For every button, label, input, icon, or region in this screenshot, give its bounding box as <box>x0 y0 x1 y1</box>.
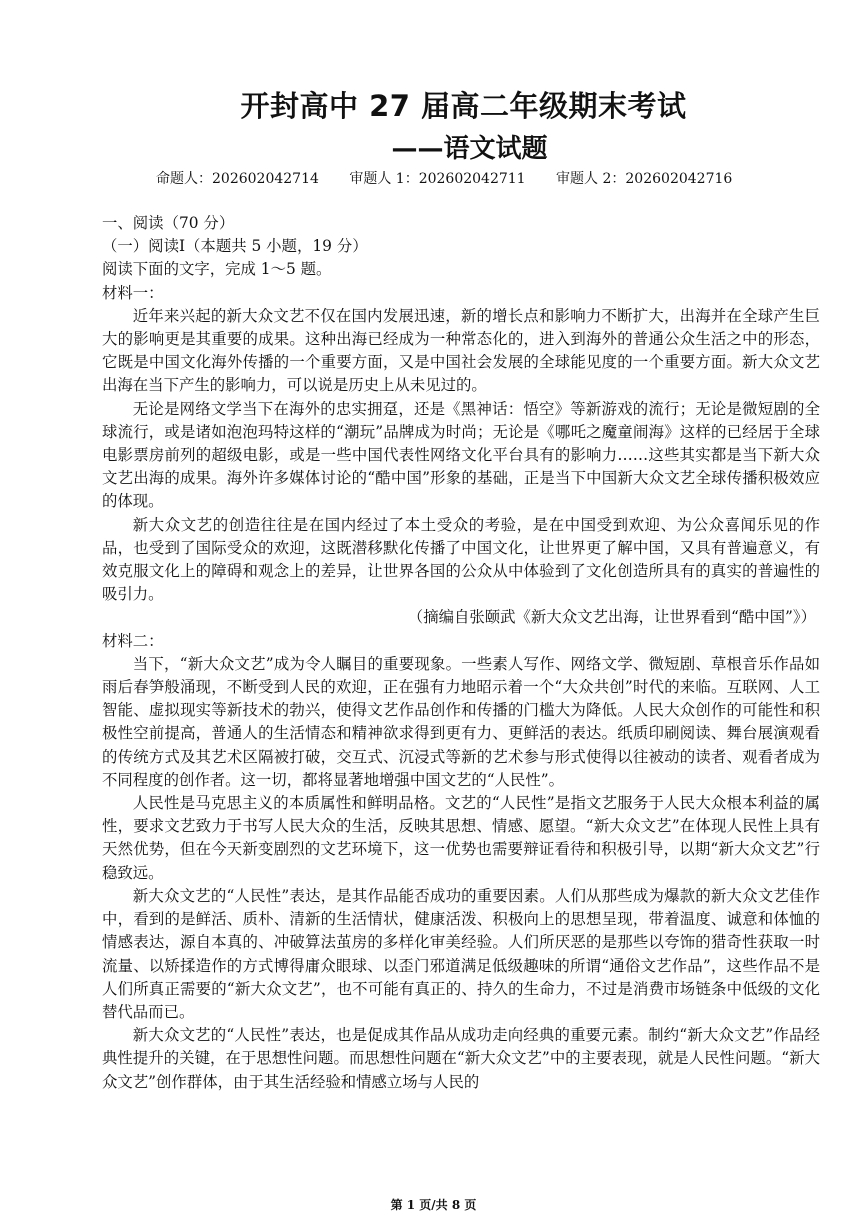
material-2-paragraph: 人民性是马克思主义的本质属性和鲜明品格。文艺的“人民性”是指文艺服务于人民大众根本利益的属性，要求文艺致力于书写人民大众的生活，反映其思想、情感、愿望。“新大众文艺”在体现人民性上具有天然优势，但在今天新变剧烈的文艺环境下，这一优势也需要辩证看待和积极引导，以期“新大众文艺”行稳致远。 <box>102 794 820 882</box>
section-heading: 一、阅读（70 分） <box>102 214 235 232</box>
material-1-paragraph: 无论是网络文学当下在海外的忠实拥趸，还是《黑神话：悟空》等新游戏的流行；无论是微短剧的全球流行，或是诸如泡泡玛特这样的“潮玩”品牌成为时尚；无论是《哪吒之魔童闹海》这样的已经居于全球电影票房前列的超级电影，或是一些中国代表性网络文化平台具有的影响力……这些其实都是当下新大众文艺出海的成果。海外许多媒体讨论的“酷中国”形象的基础，正是当下中国新大众文艺全球传播积极效应的体现。 <box>102 399 820 511</box>
reviewer-line <box>156 168 758 188</box>
exam-body <box>102 212 820 1094</box>
page-number: 第 1 页/共 8 页 <box>390 1198 477 1212</box>
material-2-label: 材料二： <box>102 631 164 650</box>
exam-subtitle: ——语文试题 <box>391 134 548 164</box>
sub-section-heading: （一）阅读Ⅰ（本题共 5 小题，19 分） <box>102 237 368 256</box>
reviewer-1-label: 审题人 1：202602042711 <box>349 171 526 187</box>
reviewer-2-label: 审题人 2：202602042716 <box>556 171 733 187</box>
material-1-source: （摘编自张颐武《新大众文艺出海，让世界看到“酷中国”》） <box>407 608 816 627</box>
material-1-paragraph: 近年来兴起的新大众文艺不仅在国内发展迅速，新的增长点和影响力不断扩大，出海并在全球产生巨大的影响更是其重要的成果。这种出海已经成为一种常态化的，进入到海外的普通公众生活之中的形态，它既是中国文化海外传播的一个重要方面，又是中国社会发展的全球能见度的一个重要方面。新大众文艺出海在当下产生的影响力，可以说是历史上从未见过的。 <box>102 306 820 395</box>
material-2-paragraph: 当下，“新大众文艺”成为令人瞩目的重要现象。一些素人写作、网络文学、微短剧、草根音乐作品如雨后春笋般涌现，不断受到人民的欢迎，正在强有力地昭示着一个“大众共创”时代的来临。互联网、人工智能、虚拟现实等新技术的勃兴，使得文艺作品创作和传播的门槛大为降低。人民大众创作的可能性和积极性空前提高，普通人的生活情态和精神欲求得到更有力、更鲜活的表达。纸质印刷阅读、舞台展演观看的传统方式及其艺术区隔被打破，交互式、沉浸式等新的艺术参与形式使得以往被动的读者、观看者成为不同程度的创作者。这一切，都将显著地增强中国文艺的“人民性”。 <box>102 654 820 789</box>
material-2-paragraph: 新大众文艺的“人民性”表达，是其作品能否成功的重要因素。人们从那些成为爆款的新大众文艺佳作中，看到的是鲜活、质朴、清新的生活情状，健康活泼、积极向上的思想呈现，带着温度、诚意和体恤的情感表达，源自本真的、冲破算法茧房的多样化审美经验。人们所厌恶的是那些以夸饰的猎奇性获取一时流量、以矫揉造作的方式博得庸众眼球、以歪门邪道满足低级趣味的所谓“通俗文艺作品”，这些作品不是人们所真正需要的“新大众文艺”，也不可能有真正的、持久的生命力，不过是消费市场链条中低级的文化替代品而已。 <box>102 886 820 1021</box>
instruction-text: 阅读下面的文字，完成 1～5 题。 <box>102 260 332 279</box>
setter-label: 命题人：202602042714 <box>156 171 319 187</box>
material-1-paragraph: 新大众文艺的创造往往是在国内经过了本土受众的考验，是在中国受到欢迎、为公众喜闻乐见的作品，也受到了国际受众的欢迎，这既潜移默化传播了中国文化，让世界更了解中国，又具有普遍意义，有效克服文化上的障碍和观念上的差异，让世界各国的公众从中体验到了文化创造所具有的真实的普遍性的吸引力。 <box>102 515 820 604</box>
exam-title: 开封高中 27 届高二年级期末考试 <box>240 89 687 123</box>
material-1-label: 材料一： <box>102 283 164 302</box>
material-2-paragraph: 新大众文艺的“人民性”表达，也是促成其作品从成功走向经典的重要元素。制约“新大众文艺”作品经典性提升的关键，在于思想性问题。而思想性问题在“新大众文艺”中的主要表现，就是人民性问题。“新大众文艺”创作群体，由于其生活经验和情感立场与人民的 <box>102 1026 820 1091</box>
